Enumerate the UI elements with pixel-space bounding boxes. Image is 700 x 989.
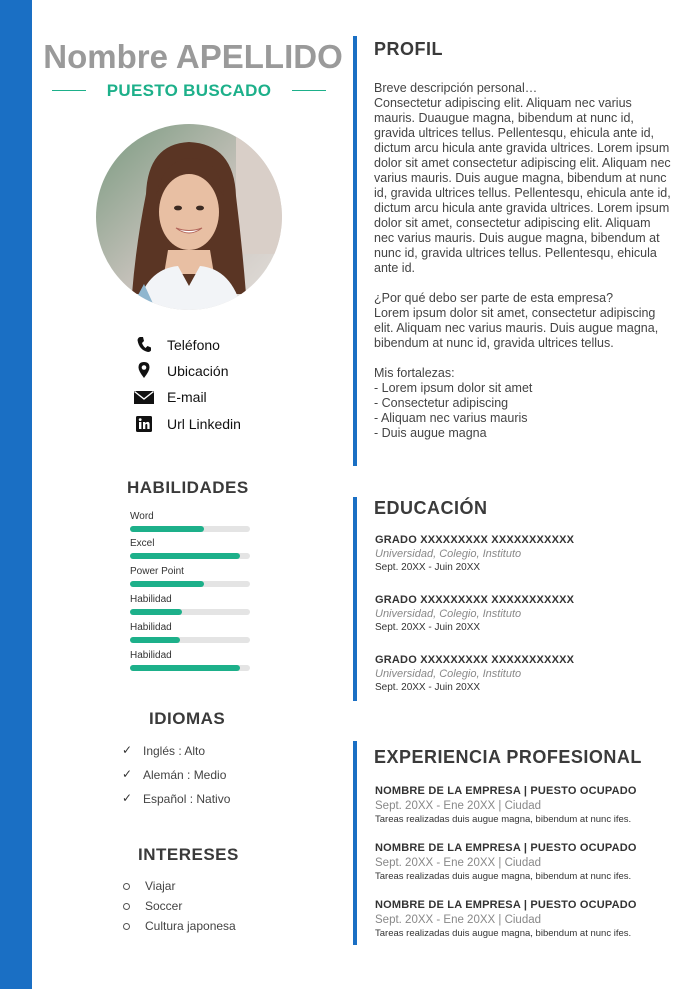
location-pin-icon [132,361,156,381]
left-accent-stripe [0,0,32,989]
profile-heading: PROFIL [374,39,443,59]
contact-phone [132,335,342,355]
envelope-icon [132,387,156,407]
skill-bar-track [130,665,250,671]
skill-label: Word [130,511,154,522]
profile-photo [96,124,282,310]
skill-label: Habilidad [130,650,172,661]
skill-bar-fill [130,526,204,532]
profile-answer: Lorem ipsum dolor sit amet, consectetur adipiscing elit. Aliquam nec varius mauris. Duis augue magna, bibendum at nunc id, gravida ultrices tellus. [374,306,659,350]
education-degree: GRADO XXXXXXXXX XXXXXXXXXXX [375,654,575,666]
education-dates: Sept. 20XX - Juin 20XX [375,562,481,573]
education-institution: Universidad, Colegio, Instituto [375,668,522,680]
profile-body: Consectetur adipiscing elit. Aliquam nec varius mauris. Duaugue magna, bibendum at nunc id, gravida ultrices tellus. Pellentesqu, ehicula ante id, dictum arcu hicula ante gravida ultrices. Lorem ipsum dolor sit amet consectetur adipiscing elit. Aliquam nec varius mauris. Duis augue magna, bibendum at nunc id, gravida ultrices tellus. Pellentesqu, ehicula ante id, dictum arcu hicula ante gravida ultrices. Lorem ipsum dolor sit amet, consectetur adipiscing elit. Aliquam nec varius mauris. Duis augue magna, bibendum at nunc id, gravida ultrices tellus. Pellentesqu, ehicula ante id. [374,96,671,275]
experience-tasks: Tareas realizadas duis augue magna, bibendum at nunc ifes. [375,871,632,882]
education-degree: GRADO XXXXXXXXX XXXXXXXXXXX [375,594,575,606]
experience-tasks: Tareas realizadas duis augue magna, bibendum at nunc ifes. [375,814,632,825]
language-label: Inglés : Alto [143,744,206,758]
interest-item [123,918,323,934]
strength-item: - Duis augue magna [374,426,487,440]
education-dates: Sept. 20XX - Juin 20XX [375,682,481,693]
education-entry [375,654,675,693]
experience-section-bar [353,741,357,945]
contact-email-label: E-mail [167,389,207,405]
profile-question: ¿Por qué debo ser parte de esta empresa? [374,291,614,305]
experience-company: NOMBRE DE LA EMPRESA | PUESTO OCUPADO [375,785,637,797]
interest-label: Viajar [145,879,176,893]
language-label: Alemán : Medio [143,768,227,782]
job-title-row [52,80,326,102]
interests-heading: INTERESES [138,845,239,864]
experience-company: NOMBRE DE LA EMPRESA | PUESTO OCUPADO [375,842,637,854]
education-institution: Universidad, Colegio, Instituto [375,548,522,560]
education-entry [375,594,675,633]
education-entry [375,534,675,573]
skill-bar-track [130,553,250,559]
checkmark-icon: ✓ [122,743,133,757]
languages-heading: IDIOMAS [149,709,226,728]
linkedin-icon [132,414,156,434]
contact-linkedin [132,414,342,434]
experience-entry [375,899,680,939]
skill-bar-fill [130,553,240,559]
experience-entry [375,785,680,825]
strength-item: - Consectetur adipiscing [374,396,509,410]
skill-label: Power Point [130,566,184,577]
experience-heading: EXPERIENCIA PROFESIONAL [374,747,642,767]
skill-label: Habilidad [130,594,172,605]
job-title: PUESTO BUSCADO [106,81,272,100]
candidate-name: Nombre APELLIDO [43,38,343,75]
language-item [122,791,322,807]
experience-tasks: Tareas realizadas duis augue magna, bibendum at nunc ifes. [375,928,632,939]
education-section-bar [353,497,357,701]
profile-intro: Breve descripción personal… [374,81,538,95]
skill-item [128,511,250,539]
checkmark-icon: ✓ [122,767,133,781]
contact-phone-label: Teléfono [167,337,220,353]
experience-company: NOMBRE DE LA EMPRESA | PUESTO OCUPADO [375,899,637,911]
skill-bar-fill [130,581,204,587]
strength-item: - Lorem ipsum dolor sit amet [374,381,533,395]
skill-bar-track [130,581,250,587]
language-label: Español : Nativo [143,792,231,806]
skill-bar-track [130,609,250,615]
education-dates: Sept. 20XX - Juin 20XX [375,622,481,633]
circle-bullet-icon [123,923,130,930]
contact-linkedin-label: Url Linkedin [167,416,241,432]
profile-photo-illustration [96,124,282,310]
skill-item [128,622,250,650]
contact-location [132,361,342,381]
profile-section-bar [353,36,357,466]
job-title-right-line [292,90,326,91]
phone-icon [132,335,156,355]
strengths-title: Mis fortalezas: [374,366,455,380]
education-degree: GRADO XXXXXXXXX XXXXXXXXXXX [375,534,575,546]
checkmark-icon: ✓ [122,791,133,805]
skill-item [128,650,250,678]
profile-text [374,81,674,441]
strength-item: - Aliquam nec varius mauris [374,411,528,425]
experience-dates: Sept. 20XX - Ene 20XX | Ciudad [375,800,542,812]
experience-dates: Sept. 20XX - Ene 20XX | Ciudad [375,857,542,869]
skill-bar-fill [130,637,180,643]
education-institution: Universidad, Colegio, Instituto [375,608,522,620]
language-item [122,767,322,783]
interest-item [123,878,323,894]
skill-label: Excel [130,538,155,549]
circle-bullet-icon [123,883,130,890]
skill-bar-track [130,526,250,532]
skill-bar-track [130,637,250,643]
interest-label: Soccer [145,899,183,913]
interest-item [123,898,323,914]
skills-heading: HABILIDADES [127,478,249,497]
experience-entry [375,842,680,882]
skill-item [128,566,250,594]
interest-label: Cultura japonesa [145,919,236,933]
skill-item [128,594,250,622]
contact-email [132,387,342,407]
education-heading: EDUCACIÓN [374,498,488,518]
skill-label: Habilidad [130,622,172,633]
circle-bullet-icon [123,903,130,910]
skill-item [128,538,250,566]
contact-location-label: Ubicación [167,363,229,379]
skill-bar-fill [130,665,240,671]
experience-dates: Sept. 20XX - Ene 20XX | Ciudad [375,914,542,926]
skill-bar-fill [130,609,182,615]
language-item [122,743,322,759]
